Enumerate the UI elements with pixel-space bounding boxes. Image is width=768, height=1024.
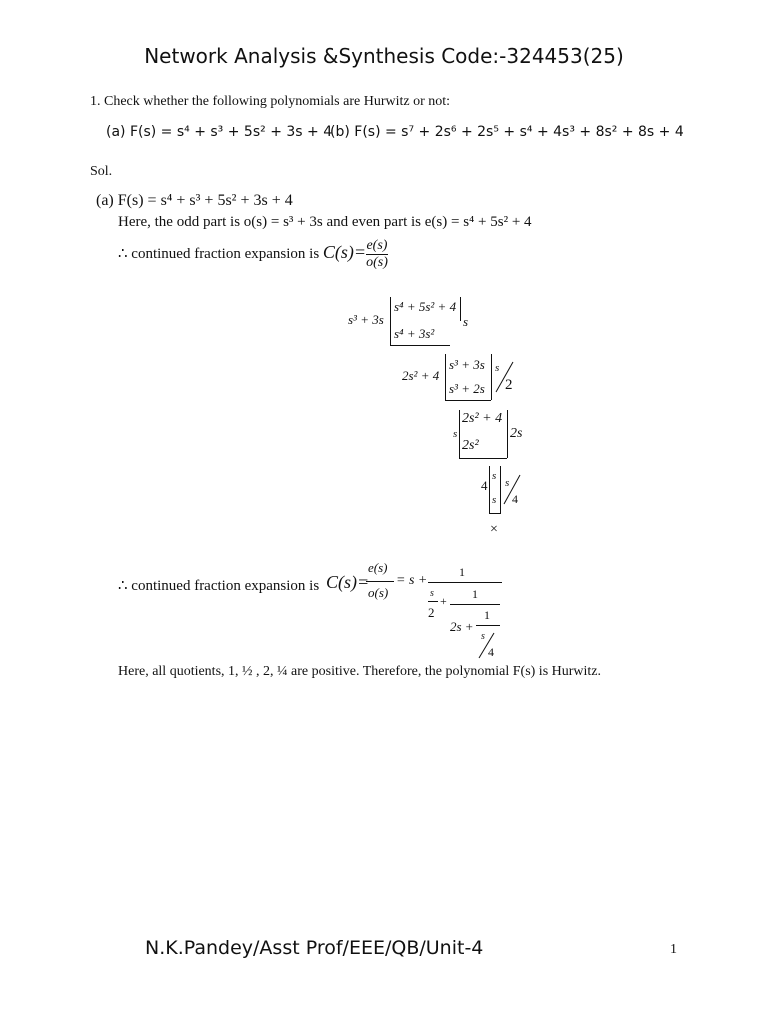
cfe-s-over-2-bar <box>428 601 438 602</box>
div3-underline <box>459 458 507 459</box>
cfe-2s-plus: 2s + <box>450 619 474 634</box>
cfe-s-over-4-num: s <box>481 631 485 642</box>
cfe-final-lhs-den: o(s) <box>368 585 389 600</box>
cfe-s-over-2-num: s <box>430 588 434 599</box>
div4-left-bar <box>489 466 490 514</box>
page-title: Network Analysis &Synthesis Code:-324453(25) <box>144 44 624 68</box>
cfe-plus: + <box>440 594 447 608</box>
div2-product: s³ + 2s <box>449 381 485 396</box>
div2-divisor: 2s² + 4 <box>402 368 440 383</box>
odd-even-line: Here, the odd part is o(s) = s³ + 3s and even part is e(s) = s⁴ + 5s² + 4 <box>118 214 532 230</box>
div4-quotient-den: 4 <box>512 492 518 506</box>
div1-quotient: s <box>463 314 469 329</box>
cfe-final-lhs-bar <box>366 581 394 582</box>
div4-underline <box>489 513 500 514</box>
div4-product: s <box>492 494 497 506</box>
div1-dividend: s⁴ + 5s² + 4 <box>394 299 457 314</box>
div2-left-bar <box>445 354 446 400</box>
div1-product: s⁴ + 3s² <box>394 326 435 341</box>
cfe-s-over-2-den: 2 <box>428 605 435 620</box>
question-part-a: (a) F(s) = s⁴ + s³ + 5s² + 3s + 4 <box>106 124 333 140</box>
div2-quotient-den: 2 <box>505 377 513 393</box>
div1-underline <box>390 345 450 346</box>
page-number: 1 <box>670 942 677 957</box>
cfe-s-over-4-den: 4 <box>488 645 494 659</box>
div3-product: 2s² <box>462 438 479 453</box>
div3-divisor: s <box>453 428 458 440</box>
question-text: 1. Check whether the following polynomials are Hurwitz or not: <box>90 94 451 109</box>
cfe-one-low: 1 <box>484 608 490 622</box>
cfe-intro-text: ∴ continued fraction expansion is <box>118 246 320 263</box>
conclusion-text: Here, all quotients, 1, ½ , 2, ¼ are positive. Therefore, the polynomial F(s) is Hurwitz. <box>118 664 602 679</box>
end-mark: × <box>490 522 498 537</box>
footer-author: N.K.Pandey/Asst Prof/EEE/QB/Unit-4 <box>145 937 484 959</box>
cfe-final-intro: ∴ continued fraction expansion is <box>118 578 320 594</box>
solution-part-a-heading: (a) F(s) = s⁴ + s³ + 5s² + 3s + 4 <box>96 192 293 209</box>
question-part-b: (b) F(s) = s⁷ + 2s⁶ + 2s⁵ + s⁴ + 4s³ + 8s² + 8s + 4 <box>330 124 684 140</box>
div2-quotient-num: s <box>495 362 500 374</box>
div3-quotient: 2s <box>510 426 523 441</box>
cfe-bar-3 <box>476 625 500 626</box>
div4-dividend: s <box>492 470 497 482</box>
div1-divisor: s³ + 3s <box>348 312 384 327</box>
div4-right-bar <box>500 466 501 514</box>
cfe-one-mid: 1 <box>472 587 478 601</box>
cfe-final-rhs-start: = s + <box>396 573 428 588</box>
solution-label: Sol. <box>90 164 113 179</box>
cfe-final-lhs-c: C(s)= <box>326 572 370 592</box>
div2-right-bar <box>491 354 492 400</box>
cfe-one-top: 1 <box>459 565 465 579</box>
cfe-denominator: o(s) <box>366 255 388 271</box>
div3-left-bar <box>459 410 460 458</box>
cfe-final-lhs-num: e(s) <box>368 560 388 575</box>
div2-dividend: s³ + 3s <box>449 357 485 372</box>
cfe-bar-1 <box>428 582 502 583</box>
cfe-bar-2 <box>450 604 500 605</box>
div3-right-bar <box>507 410 508 458</box>
cfe-numerator: e(s) <box>366 238 388 253</box>
div1-right-bar <box>460 297 461 321</box>
div4-quotient-num: s <box>505 477 510 489</box>
div2-underline <box>445 400 491 401</box>
cfe-s-over-4-slash <box>477 630 497 660</box>
cfe-intro-line: ∴ continued fraction expansion is C(s)= $\frac{e(s)}{o(s)}$ <box>118 238 388 271</box>
div3-dividend: 2s² + 4 <box>462 411 503 426</box>
div1-left-bar <box>390 297 391 345</box>
div4-divisor: 4 <box>481 478 488 493</box>
